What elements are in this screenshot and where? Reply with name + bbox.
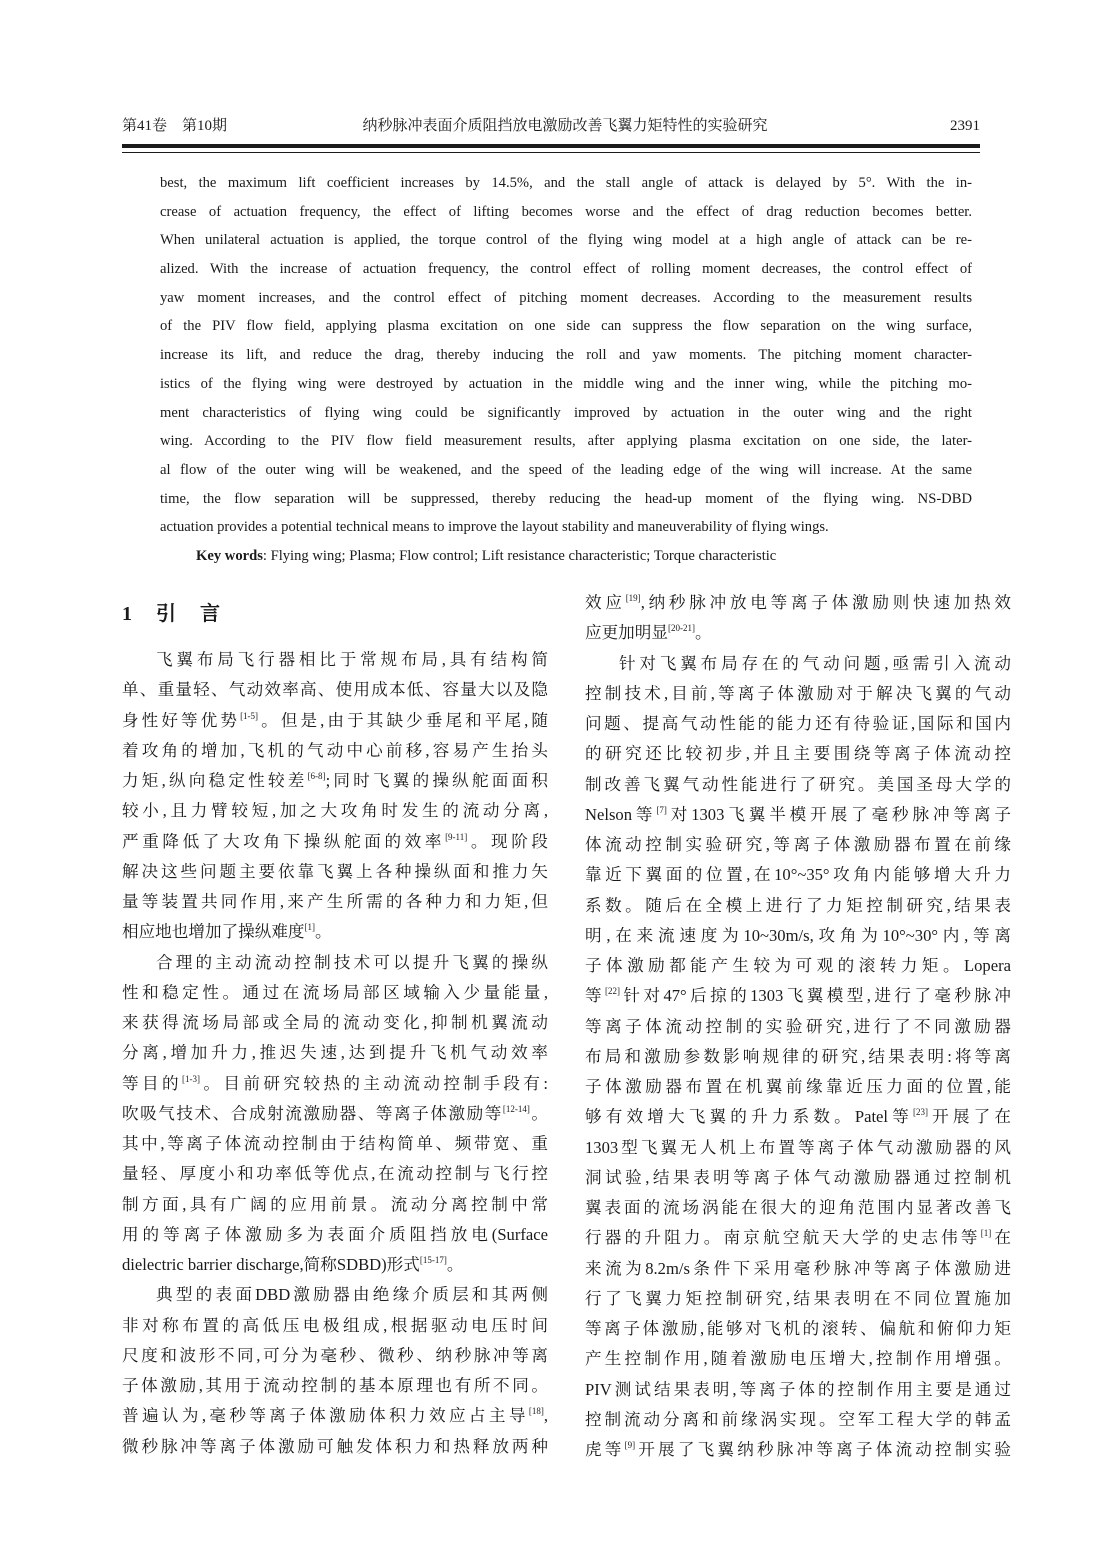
text-line [122, 1191, 548, 1221]
text-line [122, 1221, 548, 1251]
line-text: 相应地也增加了操纵难度 [122, 922, 305, 942]
right-column [585, 589, 1011, 1466]
line-text: , [543, 1406, 548, 1426]
line-text: 合理的主动流动控制技术可以提升飞翼的操纵 [156, 952, 548, 972]
text-line [122, 949, 548, 979]
text-line [585, 1315, 1011, 1345]
text-line [122, 1402, 548, 1432]
line-text: 量轻、厚度小和功率低等优点,在流动控制与飞行控 [122, 1164, 548, 1184]
line-text: 来获得流场局部或全局的流动变化,抑制机翼流动 [122, 1013, 548, 1032]
line-text: 解决这些问题主要依靠飞翼上各种操纵面和推力矢 [122, 861, 548, 881]
citation-superscript: [20-21] [667, 623, 695, 634]
text-line [585, 680, 1011, 710]
page-number: 2391 [950, 118, 980, 134]
text-line [122, 918, 548, 948]
line-text: 控制流动分离和前缘涡实现。空军工程大学的韩孟 [585, 1409, 1011, 1429]
citation-superscript: [1] [980, 1228, 992, 1239]
line-text: 尺度和波形不同,可分为毫秒、微秒、纳秒脉冲等离 [122, 1345, 548, 1365]
text-line [585, 1224, 1011, 1254]
line-text: PIV测试结果表明,等离子体的控制作用主要是通过 [585, 1379, 1011, 1399]
text-line [585, 1134, 1011, 1164]
section-heading [122, 600, 222, 628]
citation-superscript: [22] [605, 986, 621, 997]
line-text: 洞试验,结果表明等离子体气动激励器通过控制机 [585, 1167, 1011, 1187]
line-text: 制改善飞翼气动性能进行了研究。美国圣母大学的 [585, 774, 1011, 794]
running-header-volume-issue: 第41卷 第10期 [122, 118, 228, 134]
line-text: 分离,增加升力,推迟失速,达到提升飞机气动效率 [122, 1043, 548, 1063]
line-text: 制方面,具有广阔的应用前景。流动分离控制中常 [122, 1194, 548, 1214]
text-line [585, 619, 1011, 649]
line-text: ,纳秒脉冲放电等离子体激励则快速加热效 [640, 593, 1011, 612]
citation-superscript: [7] [656, 804, 667, 815]
text-line [585, 1345, 1011, 1375]
citation-superscript: [12-14] [502, 1103, 530, 1114]
text-line [122, 707, 548, 737]
citation-superscript: [23] [912, 1107, 928, 1118]
abstract-line: When unilateral actuation is applied, the torque control of the flying wing model at a high angle of attack can be re- [160, 232, 972, 249]
line-text: 来流为8.2m/s条件下采用毫秒脉冲等离子体激励进 [585, 1258, 1011, 1278]
citation-superscript: [19] [625, 593, 641, 603]
text-line [585, 1406, 1011, 1436]
running-header-title: 纳秒脉冲表面介质阻挡放电激励改善飞翼力矩特性的实验研究 [362, 118, 768, 134]
header-rule-thick [122, 144, 980, 148]
line-text: 行了飞翼力矩控制研究,结果表明在不同位置施加 [585, 1288, 1011, 1308]
abstract-line: actuation provides a potential technical means to improve the layout stability and maneuverability of flying wings. [160, 519, 829, 536]
section-number: 1 [122, 603, 134, 625]
text-line [585, 1436, 1011, 1466]
text-line [122, 1009, 548, 1039]
abstract-line: time, the flow separation will be suppressed, thereby reducing the head-up moment of the flying wing. NS-DBD [160, 490, 972, 507]
text-line [585, 982, 1011, 1012]
text-line [122, 646, 548, 676]
paragraph [122, 1281, 548, 1463]
line-text: 开展了在 [927, 1107, 1012, 1127]
paragraph [122, 646, 548, 949]
line-text: 等 [585, 986, 606, 1006]
text-line [122, 979, 548, 1009]
text-line [122, 1433, 548, 1463]
line-text: 产生控制作用,随着激励电压增大,控制作用增强。 [585, 1349, 1011, 1369]
text-line [585, 1164, 1011, 1194]
line-text: ;同时飞翼的操纵舵面面积 [325, 771, 548, 790]
line-text: 。但是,由于其缺少垂尾和平尾,随 [258, 710, 549, 730]
line-text: 微秒脉冲等离子体激励可触发体积力和热释放两种 [122, 1436, 548, 1456]
text-line [585, 1194, 1011, 1224]
text-line [585, 1255, 1011, 1285]
line-text: 。 [446, 1255, 464, 1274]
line-text: 典型的表面DBD激励器由绝缘介质层和其两侧 [156, 1285, 548, 1305]
abstract-line: ment characteristics of flying wing could be significantly improved by actuation in the outer wing and the right [160, 404, 972, 421]
line-text: 。现阶段 [467, 831, 548, 851]
line-text: 布局和激励参数影响规律的研究,结果表明:将等离 [585, 1046, 1011, 1066]
text-line [585, 1376, 1011, 1406]
text-line [122, 1039, 548, 1069]
line-text: 普遍认为,毫秒等离子体激励体积力效应占主导 [122, 1406, 529, 1426]
text-line [585, 1103, 1011, 1133]
text-line [122, 1372, 548, 1402]
text-line [122, 676, 548, 706]
keywords [196, 545, 776, 567]
abstract-text [160, 172, 972, 545]
keywords-text: : Flying wing; Plasma; Flow control; Lift resistance characteristic; Torque characteristic [262, 548, 777, 564]
citation-superscript: [15-17] [419, 1255, 447, 1265]
line-text: 控制技术,目前,等离子体激励对于解决飞翼的气动 [585, 683, 1011, 703]
line-text: 其中,等离子体流动控制由于结构简单、频带宽、重 [122, 1134, 548, 1153]
text-line [122, 828, 548, 858]
paragraph [122, 949, 548, 1282]
line-text: 对1303飞翼半模开展了毫秒脉冲等离子 [666, 804, 1011, 824]
line-text: 问题、提高气动性能的能力还有待验证,国际和国内 [585, 714, 1011, 733]
line-text: 子体激励器布置在机翼前缘靠近压力面的位置,能 [585, 1077, 1011, 1096]
abstract-line: crease of actuation frequency, the effect of lifting becomes worse and the effect of drag reduction becomes better. [160, 203, 972, 220]
line-text: 翼表面的流场涡能在很大的迎角范围内显著改善飞 [585, 1198, 1011, 1217]
line-text: 严重降低了大攻角下操纵舵面的效率 [122, 831, 446, 851]
paragraph [585, 589, 1011, 650]
line-text: 。 [694, 623, 712, 643]
citation-superscript: [9] [624, 1440, 636, 1450]
line-text: 等目的 [122, 1073, 182, 1093]
text-line [585, 771, 1011, 801]
text-line [585, 1285, 1011, 1315]
abstract-line: increase its lift, and reduce the drag, thereby inducing the roll and yaw moments. The pitching moment character- [160, 347, 972, 364]
abstract-line: alized. With the increase of actuation frequency, the control effect of rolling moment decreases, the control effect of [160, 261, 972, 278]
text-line [122, 767, 548, 797]
line-text: 效应 [585, 593, 626, 612]
text-line [585, 710, 1011, 740]
text-line [585, 892, 1011, 922]
line-text: 开展了飞翼纳秒脉冲等离子体流动控制实验 [635, 1440, 1012, 1459]
line-text: 单、重量轻、气动效率高、使用成本低、容量大以及隐 [122, 680, 548, 700]
text-line [122, 1312, 548, 1342]
text-line [585, 831, 1011, 861]
text-line [122, 1130, 548, 1160]
line-text: 等离子体激励,能够对飞机的滚转、偏航和俯仰力矩 [585, 1319, 1011, 1338]
line-text: 。 [529, 1103, 549, 1123]
text-line [585, 589, 1011, 619]
text-line [585, 1073, 1011, 1103]
line-text: 靠近下翼面的位置,在10°~35°攻角内能够增大升力 [585, 865, 1011, 885]
abstract-line: istics of the flying wing were destroyed by actuation in the middle wing and the inner wing, while the pitching mo- [160, 375, 972, 392]
text-line [122, 1160, 548, 1190]
line-text: 系数。随后在全模上进行了力矩控制研究,结果表 [585, 895, 1011, 915]
line-text: 1303型飞翼无人机上布置等离子体气动激励器的风 [585, 1137, 1011, 1157]
line-text: 用的等离子体激励多为表面介质阻挡放电(Surface [122, 1224, 548, 1244]
citation-superscript: [1-3] [182, 1073, 200, 1084]
line-text: 着攻角的增加,飞机的气动中心前移,容易产生抬头 [122, 740, 548, 760]
line-text: 非对称布置的高低压电极组成,根据驱动电压时间 [122, 1315, 548, 1335]
line-text: 针对47°后掠的1303飞翼模型,进行了毫秒脉冲 [620, 986, 1011, 1006]
text-line [122, 858, 548, 888]
text-line [585, 801, 1011, 831]
text-line [122, 1251, 548, 1281]
text-line [585, 1043, 1011, 1073]
line-text: 针对飞翼布局存在的气动问题,亟需引入流动 [619, 653, 1011, 673]
text-line [122, 737, 548, 767]
line-text: dielectric barrier discharge,简称SDBD)形式 [122, 1255, 420, 1274]
abstract-line: yaw moment increases, and the control effect of pitching moment decreases. According to the measurement results [160, 289, 972, 306]
citation-superscript: [1] [304, 922, 316, 933]
line-text: 吹吸气技术、合成射流激励器、等离子体激励等 [122, 1103, 503, 1123]
left-column [122, 646, 548, 1463]
text-line [585, 650, 1011, 680]
line-text: 。 [315, 922, 332, 942]
text-line [122, 888, 548, 918]
text-line [585, 861, 1011, 891]
line-text: 应更加明显 [585, 623, 668, 643]
line-text: 子体激励,其用于流动控制的基本原理也有所不同。 [122, 1376, 548, 1395]
line-text: 体流动控制实验研究,等离子体激励器布置在前缘 [585, 835, 1011, 854]
line-text: 飞翼布局飞行器相比于常规布局,具有结构简 [156, 650, 548, 669]
paragraph [585, 650, 1011, 1467]
citation-superscript: [9-11] [445, 831, 468, 842]
keywords-label: Key words [196, 548, 263, 564]
text-line [122, 1100, 548, 1130]
citation-superscript: [18] [528, 1406, 544, 1417]
line-text: Nelson等 [585, 804, 657, 824]
line-text: 的研究还比较初步,并且主要围绕等离子体流动控 [585, 744, 1011, 764]
citation-superscript: [6-8] [307, 771, 326, 781]
line-text: 在 [991, 1228, 1012, 1248]
line-text: 子体激励都能产生较为可观的滚转力矩。Lopera [585, 956, 1011, 975]
text-line [585, 1013, 1011, 1043]
line-text: 明,在来流速度为10~30m/s,攻角为10°~30°内,等离 [585, 925, 1011, 945]
header-rule-thin [122, 152, 980, 153]
text-line [585, 740, 1011, 770]
citation-superscript: [1-5] [240, 710, 259, 721]
abstract-line: wing. According to the PIV flow field measurement results, after applying plasma excitation on one side, the later- [160, 433, 972, 450]
line-text: 够有效增大飞翼的升力系数。Patel等 [585, 1107, 913, 1127]
line-text: 较小,且力臂较短,加之大攻角时发生的流动分离, [122, 801, 548, 821]
abstract-line: al flow of the outer wing will be weakened, and the speed of the leading edge of the wing will increase. At the same [160, 461, 972, 478]
text-line [122, 1342, 548, 1372]
line-text: 。目前研究较热的主动流动控制手段有: [200, 1073, 549, 1093]
text-line [122, 797, 548, 827]
text-line [585, 922, 1011, 952]
abstract-line: best, the maximum lift coefficient increases by 14.5%, and the stall angle of attack is delayed by 5°. With the in- [160, 175, 972, 191]
line-text: 量等装置共同作用,来产生所需的各种力和力矩,但 [122, 892, 548, 911]
line-text: 性和稳定性。通过在流场局部区域输入少量能量, [122, 982, 548, 1002]
section-title: 引 言 [156, 603, 222, 625]
text-line [585, 952, 1011, 982]
line-text: 等离子体流动控制的实验研究,进行了不同激励器 [585, 1016, 1011, 1036]
line-text: 身性好等优势 [122, 710, 241, 730]
line-text: 力矩,纵向稳定性较差 [122, 771, 308, 790]
text-line [122, 1281, 548, 1311]
abstract-line: of the PIV flow field, applying plasma excitation on one side can suppress the flow separation on the wing surface, [160, 318, 972, 335]
line-text: 行器的升阻力。南京航空航天大学的史志伟等 [585, 1228, 981, 1248]
text-line [122, 1070, 548, 1100]
line-text: 虎等 [585, 1440, 625, 1459]
